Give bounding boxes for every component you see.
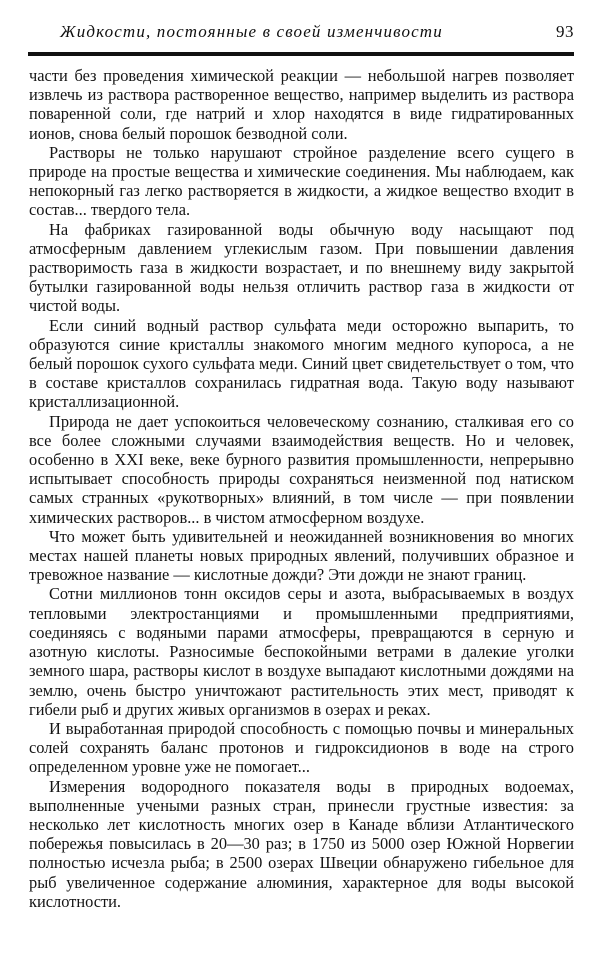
- page-number: 93: [556, 22, 574, 41]
- paragraph: Сотни миллионов тонн оксидов серы и азота, выбрасываемых в воздух тепловыми электростанциями и промышленными предприятиями, соединяясь с водяными парами атмосферы, превращаются в серную и азотную кислоты. Разносимые беспокойными ветрами в далекие уголки земного шара, растворы кислот в воздухе выпадают кислотными дождями на землю, очень быстро уничтожают растительность этих мест, приводят к гибели рыб и других живых организмов в озерах и реках.: [29, 584, 574, 719]
- paragraph-continuation: части без проведения химической реакции — небольшой нагрев позволяет извлечь из раствора растворенное вещество, например выделить из раствора поваренной соли, где натрий и хлор находятся в виде гидратированных ионов, снова белый порошок безводной соли.: [29, 66, 574, 143]
- paragraph: На фабриках газированной воды обычную воду насыщают под атмосферным давлением углекислым газом. При повышении давления растворимость газа в жидкости возрастает, и по внешнему виду закрытой бутылки газированной воды нельзя отличить раствор газа в жидкости от чистой воды.: [29, 219, 574, 316]
- running-header: [60, 22, 574, 44]
- running-header-title: Жидкости, постоянные в своей изменчивости: [60, 22, 443, 41]
- paragraph: Природа не дает успокоиться человеческому сознанию, сталкивая его со все более сложными случаями взаимодействия веществ. Но и человек, особенно в XXI веке, веке бурного развития промышленности, непрерывно испытывает способность природы сохраняться неизменной под натиском самых странных «рукотворных» влияний, в том числе — при появлении химических растворов... в чистом атмосферном воздухе.: [29, 411, 574, 527]
- paragraph: Что может быть удивительней и неожиданней возникновения во многих местах нашей планеты новых природных явлений, получивших образное и тревожное название — кислотные дожди? Эти дожди не знают границ.: [29, 526, 574, 585]
- paragraph: И выработанная природой способность с помощью почвы и минеральных солей сохранять баланс протонов и гидроксидионов в воде на строго определенном уровне уже не помогает...: [29, 718, 574, 777]
- header-rule: [28, 52, 574, 56]
- paragraph: Если синий водный раствор сульфата меди осторожно выпарить, то образуются синие кристаллы знакомого многим медного купороса, а не белый порошок сухого сульфата меди. Синий цвет свидетельствует о том, что в составе кристаллов сохранилась гидратная вода. Такую воду называют кристаллизационной.: [29, 315, 574, 412]
- paragraph: Растворы не только нарушают стройное разделение всего сущего в природе на простые вещества и химические соединения. Мы наблюдаем, как непокорный газ легко растворяется в жидкости, а жидкое вещество входит в состав... твердого тела.: [29, 142, 574, 220]
- paragraph: Измерения водородного показателя воды в природных водоемах, выполненные учеными разных стран, принесли грустные известия: за несколько лет кислотность многих озер в Канаде вблизи Атлантического побережья повысилась в 20—30 раз; в 1750 из 5000 озер Южной Норвегии полностью исчезла рыба; в 2500 озерах Швеции обнаружено гибельное для рыб увеличенное содержание алюминия, характерное для воды высокой кислотности.: [29, 776, 574, 911]
- body-text: [29, 66, 574, 911]
